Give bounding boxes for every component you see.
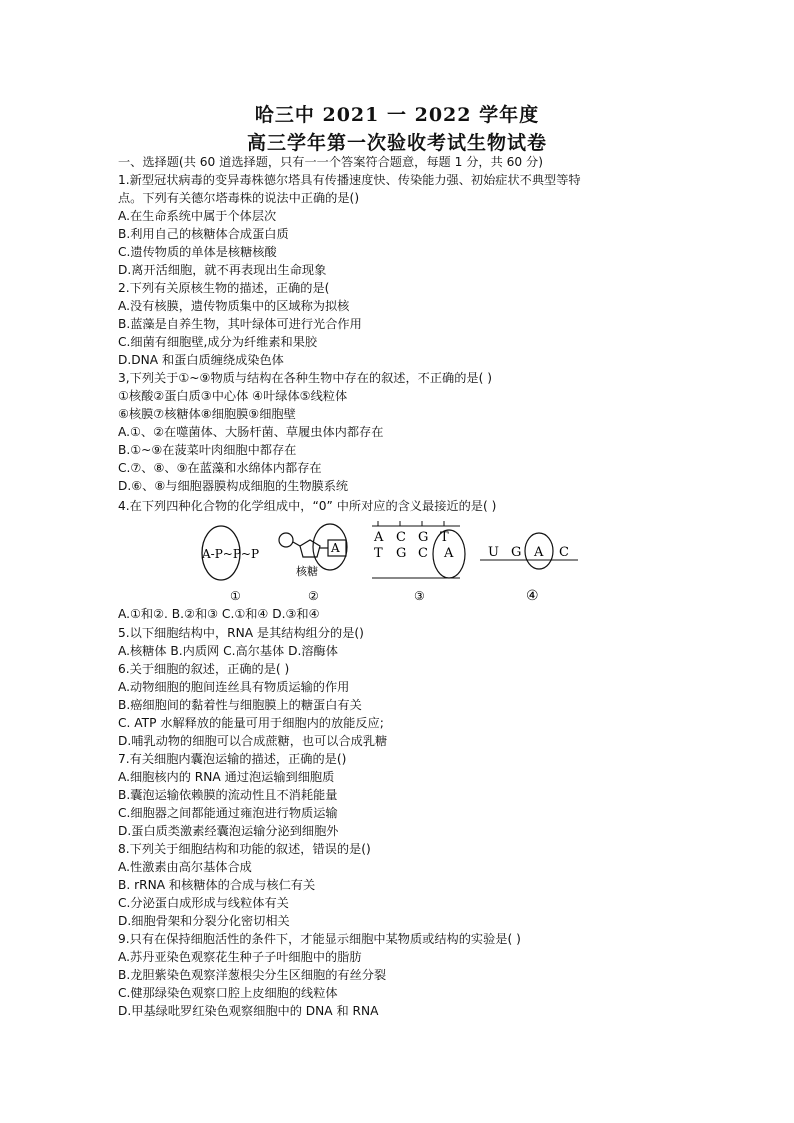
question-text: ①核酸②蛋白质③中心体 ④叶绿体⑤线粒体 — [118, 389, 348, 403]
option-text: B.利用自己的核糖体合成蛋白质 — [118, 227, 289, 241]
question-text: 2.下列有关原核生物的描述，正确的是( — [118, 281, 330, 295]
rna-base: G — [511, 545, 522, 560]
figure-1-atp — [201, 526, 259, 603]
rna-base: U — [488, 545, 499, 560]
option-text: B.囊泡运输依赖膜的流动性且不消耗能量 — [118, 788, 338, 802]
question-text: 6.关于细胞的叙述，正确的是( ) — [118, 662, 290, 676]
option-text: D.⑥、⑧与细胞器膜构成细胞的生物膜系统 — [118, 479, 349, 493]
rna-base: C — [559, 545, 569, 560]
question-text: 3,下列关于①~⑨物质与结构在各种生物中存在的叙述，不正确的是( ) — [118, 371, 492, 385]
option-text: C.细胞器之间都能通过雍泡进行物质运输 — [118, 806, 338, 820]
dna-base: T — [374, 546, 383, 561]
option-text: A.性激素由高尔基体合成 — [118, 860, 252, 874]
option-text: D.DNA 和蛋白质缠绕成染色体 — [118, 353, 284, 367]
figure-label: ③ — [414, 589, 425, 603]
dna-base: G — [418, 530, 429, 545]
option-text: C. ATP 水解释放的能量可用于细胞内的放能反应; — [118, 716, 384, 730]
exam-title-line2: 高三学年第一次验收考试生物试卷 — [246, 132, 547, 154]
option-text: B.龙胆紫染色观察洋葱根尖分生区细胞的有丝分裂 — [118, 968, 387, 982]
base-letter: A — [331, 541, 340, 555]
option-text: B.蓝藻是自养生物，其叶绿体可进行光合作用 — [118, 317, 362, 331]
option-text: D.哺乳动物的细胞可以合成蔗糖，也可以合成乳糖 — [118, 734, 388, 748]
option-text: A.在生命系统中属于个体层次 — [118, 209, 277, 223]
figure-2-nucleotide — [279, 524, 347, 603]
question-text: 8.下列关于细胞结构和功能的叙述，错误的是() — [118, 842, 371, 856]
figure-label: ② — [308, 589, 319, 603]
option-text: D.离开活细胞，就不再表现出生命现象 — [118, 263, 327, 277]
section-heading: 一、选择题(共 60 道选择题，只有一一个答案符合题意，每题 1 分，共 60 分) — [118, 155, 543, 169]
option-text: D.甲基绿吡罗红染色观察细胞中的 DNA 和 RNA — [118, 1004, 379, 1018]
option-text: A.动物细胞的胞间连丝具有物质运输的作用 — [118, 680, 350, 694]
ribose-label: 核糖 — [296, 565, 318, 578]
option-text: B. rRNA 和核糖体的合成与核仁有关 — [118, 878, 316, 892]
option-text: A.苏丹亚染色观察花生种子子叶细胞中的脂肪 — [118, 950, 362, 964]
option-text: A.核糖体 B.内质网 C.高尔基体 D.溶酶体 — [118, 644, 338, 658]
compounds-figure — [190, 520, 590, 606]
option-text: D.细胞骨架和分裂分化密切相关 — [118, 914, 290, 928]
option-text: D.蛋白质类激素经囊泡运输分泌到细胞外 — [118, 824, 339, 838]
atp-formula: A-P~P~P — [202, 547, 260, 561]
option-text: C.细菌有细胞壁,成分为纤维素和果胶 — [118, 335, 318, 349]
option-text: C.健那绿染色观察口腔上皮细胞的线粒体 — [118, 986, 338, 1000]
option-text: A.没有核膜，遗传物质集中的区域称为拟核 — [118, 299, 350, 313]
option-text: A.①和②. B.②和③ C.①和④ D.③和④ — [118, 607, 320, 621]
question-text: 7.有关细胞内囊泡运输的描述，正确的是() — [118, 752, 347, 766]
figure-label: ① — [230, 589, 241, 603]
dna-base: C — [396, 530, 406, 545]
rna-base: A — [534, 545, 544, 560]
question-text: 1.新型冠状病毒的变异毒株德尔塔具有传播速度快、传染能力强、初始症状不典型等特 — [118, 173, 581, 187]
option-text: A.细胞核内的 RNA 通过泡运输到细胞质 — [118, 770, 335, 784]
dna-base: T — [440, 530, 449, 545]
figure-label: ④ — [526, 588, 539, 604]
option-text: B.癌细胞间的黏着性与细胞膜上的糖蛋白有关 — [118, 698, 362, 712]
question-text: 5.以下细胞结构中，RNA 是其结构组分的是() — [118, 626, 364, 640]
dna-base: A — [444, 546, 454, 561]
question-text: 4.在下列四种化合物的化学组成中，“0” 中所对应的含义最接近的是( ) — [118, 499, 497, 513]
question-text: 9.只有在保持细胞活性的条件下，才能显示细胞中某物质或结构的实验是( ) — [118, 932, 521, 946]
dna-base: G — [396, 546, 407, 561]
option-text: B.①~⑨在菠菜叶肉细胞中都存在 — [118, 443, 297, 457]
option-text: C.⑦、⑧、⑨在蓝藻和水绵体内都存在 — [118, 461, 322, 475]
figure-4-rna — [480, 533, 578, 604]
figure-3-dna — [372, 521, 465, 603]
option-text: A.①、②在噬菌体、大肠杆菌、草履虫体内都存在 — [118, 425, 384, 439]
option-text: C.遗传物质的单体是核糖核酸 — [118, 245, 277, 259]
question-text: ⑥核膜⑦核糖体⑧细胞膜⑨细胞壁 — [118, 407, 296, 421]
option-text: C.分泌蛋白成形成与线粒体有关 — [118, 896, 289, 910]
dna-base: A — [374, 530, 384, 545]
question-text: 点。下列有关德尔塔毒株的说法中正确的是() — [118, 191, 360, 205]
compounds-diagram — [190, 520, 590, 606]
exam-title-line1: 哈三中 2021 一 2022 学年度 — [254, 104, 540, 126]
dna-base: C — [418, 546, 428, 561]
